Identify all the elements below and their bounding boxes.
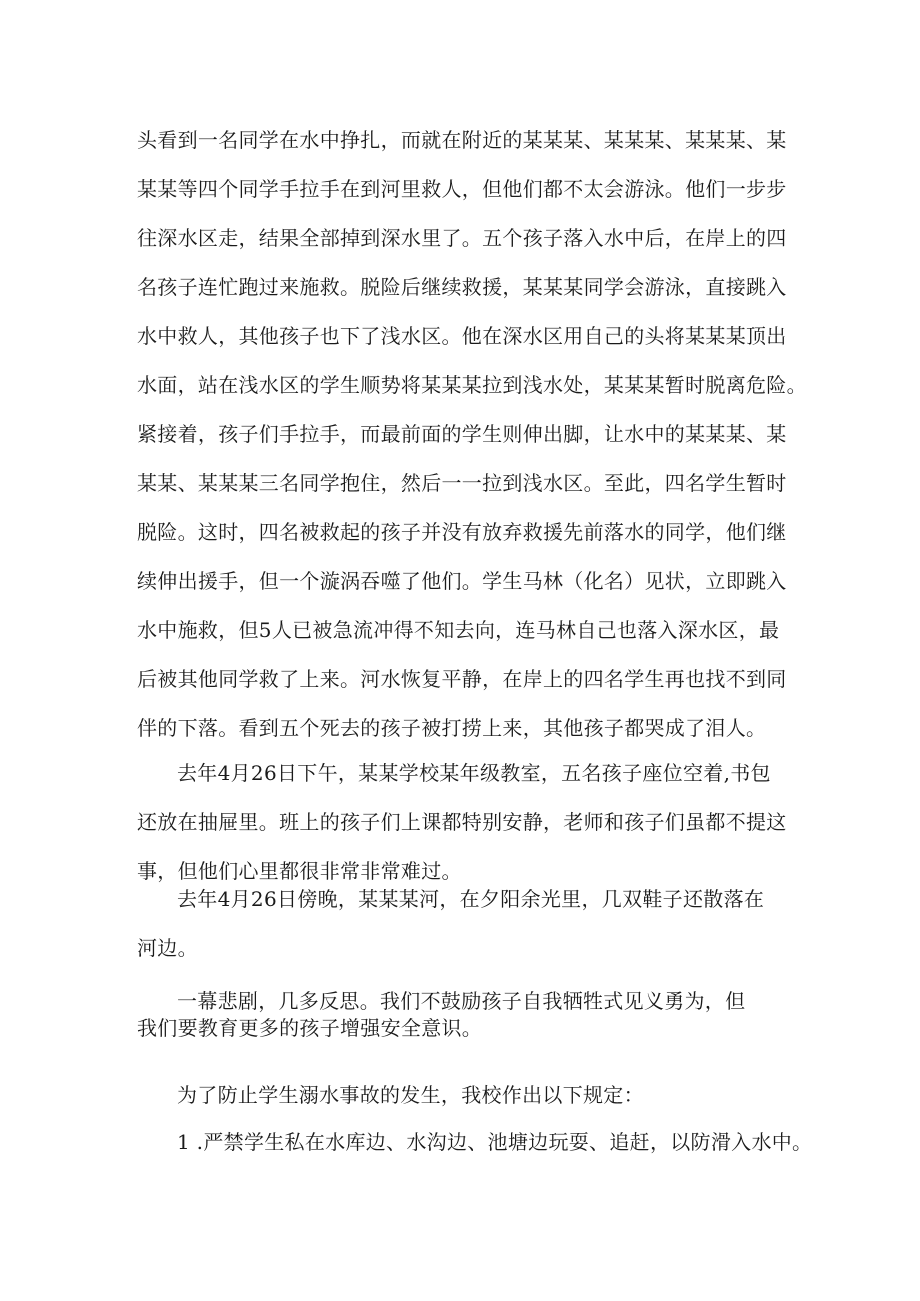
paragraph-rules-intro: [137, 1071, 797, 1120]
text-line: 头看到一名同学在水中挣扎，而就在附近的某某某、某某某、某某某、某: [137, 128, 787, 152]
text-line: 事，但他们心里都很非常非常难过。: [137, 859, 462, 883]
paragraph-reflection: [137, 988, 797, 1042]
paragraph-rescue-account: [137, 116, 807, 753]
text-line: 脱险。这时，四名被救起的孩子并没有放弃救援先前落水的同学，他们继: [137, 520, 787, 544]
text-line: 名孩子连忙跑过来施救。脱险后继续救援，某某某同学会游泳，直接跳入: [137, 275, 787, 299]
text-line: 某某等四个同学手拉手在到河里救人，但他们都不太会游泳。他们一步步: [137, 177, 787, 201]
text-line: 紧接着，孩子们手拉手，而最前面的学生则伸出脚，让水中的某某某、某: [137, 422, 787, 446]
text-line: 一幕悲剧，几多反思。我们不鼓励孩子自我牺牲式见义勇为，但: [177, 989, 746, 1013]
text-line: 某某、某某某三名同学抱住，然后一一拉到浅水区。至此，四名学生暂时: [137, 471, 787, 495]
text-line: 去年4月26日下午，某某学校某年级教室，五名孩子座位空着,书包: [177, 761, 771, 785]
text-line: 为了防止学生溺水事故的发生，我校作出以下规定：: [177, 1083, 644, 1107]
text-line: 伴的下落。看到五个死去的孩子被打捞上来，其他孩子都哭成了泪人。: [137, 716, 767, 740]
paragraph-classroom: [137, 749, 797, 896]
text-line: 后被其他同学救了上来。河水恢复平静，在岸上的四名学生再也找不到同: [137, 667, 787, 691]
text-line: 续伸出援手，但一个漩涡吞噬了他们。学生马林（化名）见状，立即跳入: [137, 569, 787, 593]
paragraph-riverside: [137, 875, 797, 973]
text-line: 河边。: [137, 936, 198, 960]
text-line: 我们要教育更多的孩子增强安全意识。: [137, 1016, 483, 1040]
text-line: 水中救人，其他孩子也下了浅水区。他在深水区用自己的头将某某某顶出: [137, 324, 787, 348]
text-line: 去年4月26日傍晚，某某某河，在夕阳余光里，几双鞋子还散落在: [177, 887, 765, 911]
rule-item: 1 .严禁学生私在水库边、水沟边、池塘边玩耍、追赶，以防滑入水中。: [177, 1130, 813, 1154]
paragraph-rule-1: [137, 1118, 813, 1167]
text-line: 还放在抽屉里。班上的孩子们上课都特别安静，老师和孩子们虽都不提这: [137, 810, 787, 834]
text-line: 水面，站在浅水区的学生顺势将某某某拉到浅水处，某某某暂时脱离危险。: [137, 373, 807, 397]
text-line: 水中施救，但5人已被急流冲得不知去向，连马林自己也落入深水区，最: [137, 618, 780, 642]
text-line: 往深水区走，结果全部掉到深水里了。五个孩子落入水中后，在岸上的四: [137, 226, 787, 250]
